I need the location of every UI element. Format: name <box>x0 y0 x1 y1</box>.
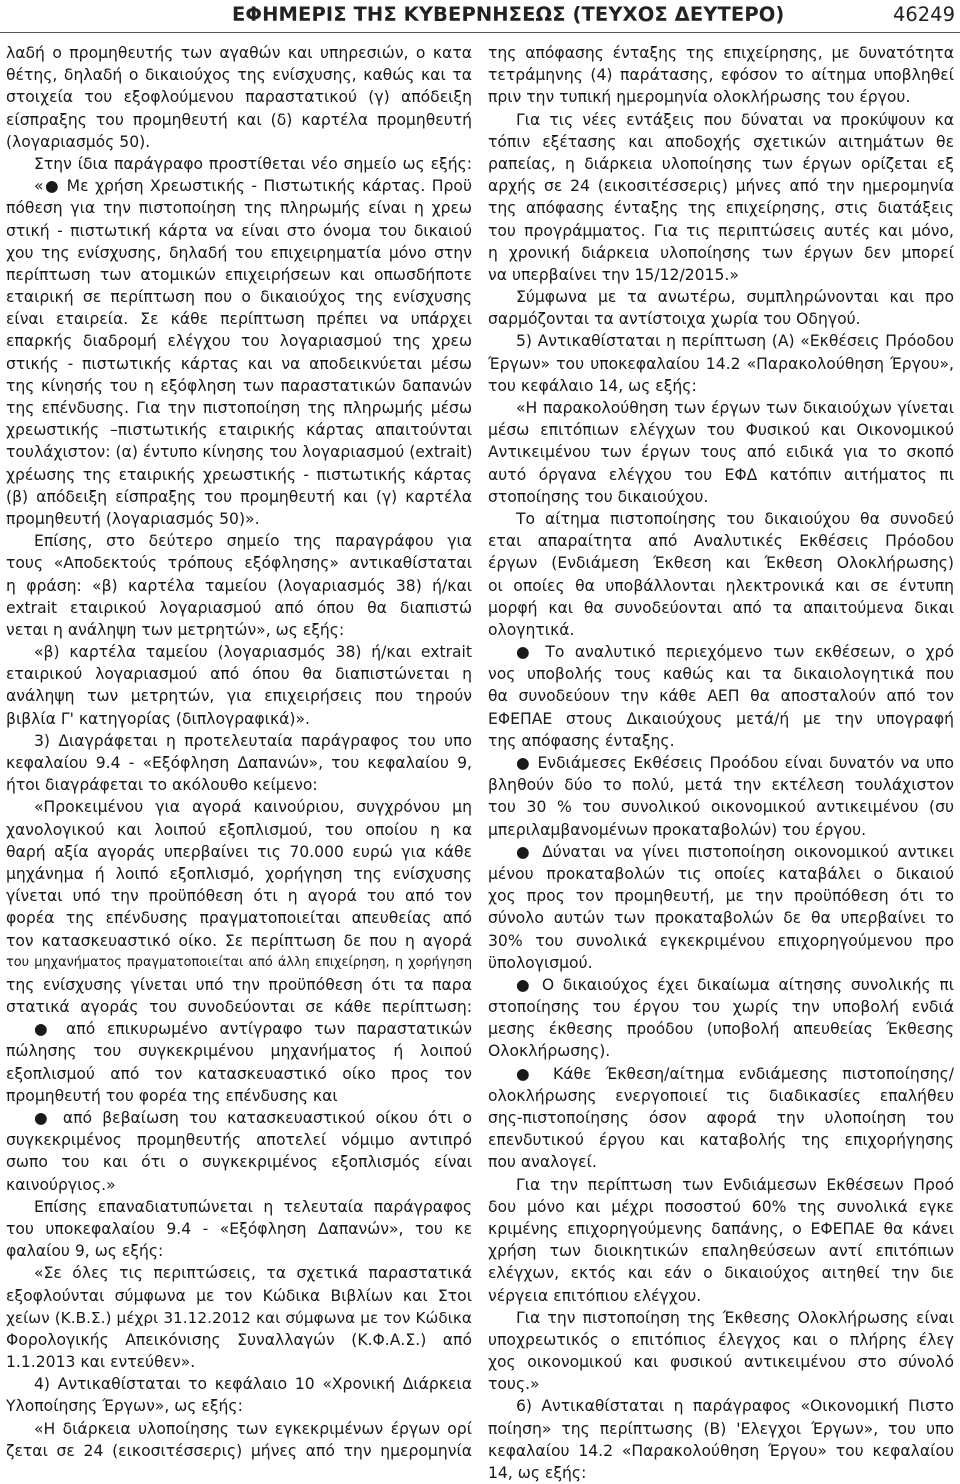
text-line: τους «Αποδεκτούς τρόπους εξόφλησης» αντικαθίσταται <box>6 554 472 573</box>
text-line: στοιχεία του εξοφλούμενου παραστατικού (γ) απόδειξη <box>6 88 472 107</box>
text-line: επαρκής διαδρομή ελέγχου του λογαριασμού της χρεω <box>6 332 472 351</box>
text-line: ϋπολογισμού. <box>488 953 593 972</box>
text-line: στοποίησης του δικαιούχου. <box>488 487 709 506</box>
text-line: κεφαλαίου 14.2 «Παρακολούθηση Έργου» του κεφαλαίου <box>488 1441 954 1460</box>
text-line: μπεριλαμβανομένων προκαταβολών) του έργου. <box>488 820 867 839</box>
text-line: χρεωστικής –πιστωτικής εταιρικής κάρτας απαιτούνται <box>6 421 472 440</box>
text-line: θέτης, δηλαδή ο δικαιούχος της ενίσχυσης, καθώς και τα <box>6 66 472 85</box>
text-line: τόπιν εξέτασης και αποδοχής σχετικών αιτημάτων θε <box>488 132 954 151</box>
text-line: φορέα της επένδυσης πραγματοποιείται απευθείας από <box>6 909 472 928</box>
text-line: μεσης έκθεσης προόδου (υποβολή απευθείας Έκθεσης <box>488 1020 954 1039</box>
text-line: τετράμηνης (4) παράτασης, εφόσον το αίτημα υποβληθεί <box>488 66 954 85</box>
text-line: βληθούν δύο το πολύ, μετά την εκτέλεση τουλάχιστον <box>488 776 954 795</box>
text-line: Επίσης, στο δεύτερο σημείο της παραγράφου για <box>34 532 472 551</box>
text-line: ήτοι διαγράφεται το ακόλουθο κείμενο: <box>6 776 318 795</box>
text-line: ΕΦΕΠΑΕ στους Δικαιούχους μετά/ή με την υπογραφή <box>488 709 954 728</box>
text-line: Επίσης επαναδιατυπώνεται η τελευταία παράγραφος <box>34 1197 472 1216</box>
text-line: μορφή και θα συνοδεύονται από τα απαιτούμενα δικαι <box>488 598 954 617</box>
header-rule <box>0 32 960 33</box>
text-line: «● Με χρήση Χρεωστικής - Πιστωτικής κάρτας. Προϋ <box>34 177 472 196</box>
text-line: στατικά αγοράς του συνοδεύονται σε κάθε περίπτωση: <box>6 998 472 1017</box>
text-line: Για την πιστοποίηση της Έκθεσης Ολοκλήρωσης είναι <box>516 1308 954 1327</box>
text-line: σύνολο αυτών των προκαταβολών δε θα υπερβαίνει το <box>488 909 954 928</box>
text-line: Φορολογικής Απεικόνισης Συναλλαγών (Κ.Φ.Α.Σ.) από <box>6 1330 472 1349</box>
text-line: Σύμφωνα με τα ανωτέρω, συμπληρώνονται και προ <box>516 288 954 307</box>
text-line: να υπερβαίνει την 15/12/2015.» <box>488 265 739 284</box>
text-line: της ενίσχυσης γίνεται υπό την προϋπόθεση ότι τα παρα <box>6 975 472 994</box>
text-line: (λογαριασμός 50). <box>6 132 151 151</box>
text-line: ● Ενδιάμεσες Εκθέσεις Προόδου είναι δυνατόν να υπο <box>516 754 954 772</box>
text-line: εταιρικού λογαριασμού από όπου θα διαπιστώνεται η <box>6 665 472 684</box>
text-line: «Προκειμένου για αγορά καινούριου, συγχρόνου μη <box>34 798 472 817</box>
text-line: νέργεια επιτόπιου ελέγχου. <box>488 1286 702 1305</box>
text-line: χου της ενίσχυσης, δηλαδή του επιχειρηματία μόνο στην <box>6 243 472 262</box>
text-line: κεφαλαίου 9.4 - «Εξόφληση Δαπανών», του κεφαλαίου 9, <box>6 754 472 772</box>
text-line: (β) απόδειξη είσπραξης του προμηθευτή και (γ) καρτέλα <box>6 487 472 506</box>
text-line: εται απαραίτητα από Αναλυτικές Εκθέσεις Πρόοδου <box>488 532 954 551</box>
text-line: είναι εταιρεία. Σε κάθε περίπτωση πρέπει να υπάρχει <box>6 310 472 329</box>
text-line: Αντικειμένου των έργων τους από ειδικά για το σκοπό <box>488 443 954 462</box>
text-line: περίπτωση των ατομικών επιχειρήσεων και οπωσδήποτε <box>6 265 472 284</box>
text-line: είσπραξης του προμηθευτή και (δ) καρτέλα προμηθευτή <box>6 110 472 129</box>
text-line: Υλοποίησης Έργων», ως εξής: <box>6 1397 243 1416</box>
text-line: Το αίτημα πιστοποίησης του δικαιούχου θα συνοδεύ <box>516 509 954 528</box>
text-line: ● Το αναλυτικό περιεχόμενο των εκθέσεων, ο χρό <box>516 643 954 662</box>
text-line: του κεφάλαιο 14, ως εξής: <box>488 376 697 395</box>
text-line: Ολοκλήρωσης). <box>488 1042 611 1061</box>
text-line: ελέγχων, εκτός και εάν ο δικαιούχος αιτηθεί την διε <box>488 1264 954 1283</box>
text-line: ραπείας, η διάρκεια υλοποίησης των έργων ορίζεται εξ <box>488 154 954 173</box>
text-line: «Σε όλες τις περιπτώσεις, τα σχετικά παραστατικά <box>34 1264 472 1283</box>
text-line: ● Δύναται να γίνει πιστοποίηση οικονομικού αντικει <box>516 842 954 861</box>
text-line: σαρμόζονται τα αντίστοιχα χωρία του Οδηγού. <box>488 310 861 329</box>
text-line: της απόφασης ένταξης της επιχείρησης, με δυνατότητα <box>488 44 954 62</box>
text-line: εταιρική σε περίπτωση που ο δικαιούχος της ενίσχυσης <box>6 288 472 307</box>
text-line: μηχάνημα ή λοιπό εξοπλισμό, χορήγηση της ενίσχυσης <box>6 864 472 883</box>
text-line: της κίνησής του η εξόφληση των παραστατικών δαπανών <box>6 376 472 395</box>
text-line: 6) Αντικαθίσταται η παράγραφος «Οικονομική Πιστο <box>516 1397 954 1416</box>
gazette-title: ΕΦΗΜΕΡΙΣ ΤΗΣ ΚΥΒΕΡΝΗΣΕΩΣ (ΤΕΥΧΟΣ ΔΕΥΤΕΡΟ) <box>232 3 785 26</box>
text-line: εξοπλισμού από τον κατασκευαστικό οίκο προς τον <box>6 1064 472 1083</box>
text-line: 3) Διαγράφεται η προτελευταία παράγραφος του υπο <box>34 731 472 750</box>
text-line: Έργων» του υποκεφαλαίου 14.2 «Παρακολούθηση Έργου», <box>488 354 954 373</box>
text-line: συγκεκριμένος προμηθευτής αποτελεί νόμιμο αντιπρό <box>6 1131 472 1150</box>
text-line: τουλάχιστον: (α) έντυπο κίνησης του λογαριασμού (extrait) <box>6 443 472 462</box>
text-line: που αναλογεί. <box>488 1153 597 1172</box>
text-line: δου μόνο και μέχρι ποσοστού 60% της συνολικά εγκε <box>488 1197 954 1216</box>
text-line: χρέωσης της εταιρικής χρεωστικής - πιστωτικής κάρτας <box>6 465 472 484</box>
text-line: Στην ίδια παράγραφο προστίθεται νέο σημείο ως εξής: <box>34 154 472 173</box>
text-line: οι οποίες θα υποβάλλονται ηλεκτρονικά και σε έντυπη <box>488 576 954 595</box>
text-line: τον κατασκευαστικό οίκο. Σε περίπτωση δε που η αγορά <box>6 931 472 950</box>
text-line: η χρονική διάρκεια υλοποίησης των έργων δεν μπορεί <box>488 243 954 262</box>
text-line: αρχής σε 24 (εικοσιτέσσερις) μήνες από την ημερομηνία <box>488 177 954 196</box>
text-line: χος οικονομικού και φυσικού αντικειμένου στο σύνολό <box>488 1353 954 1372</box>
text-line: «Η παρακολούθηση των έργων των δικαιούχων γίνεται <box>516 399 954 417</box>
text-line: 4) Αντικαθίσταται το κεφάλαιο 10 «Χρονική Διάρκεια <box>34 1375 472 1394</box>
text-line: έργων (Ενδιάμεση Έκθεση και Έκθεση Ολοκλήρωσης) <box>488 554 954 573</box>
text-line: μέσω επιτόπιων ελέγχων του Φυσικού και Οικονομικού <box>488 421 954 440</box>
text-line: γίνεται υπό την προϋπόθεση ότι η αγορά του από τον <box>6 887 472 906</box>
text-line: λαδή ο προμηθευτής των αγαθών και υπηρεσιών, ο κατα <box>6 44 472 62</box>
text-line: υποχρεωτικός ο επιτόπιος έλεγχος και ο πλήρης έλεγ <box>488 1330 954 1349</box>
text-line: κριμένης επιχορηγούμενης δαπάνης, ο ΕΦΕΠΑΕ θα κάνει <box>488 1219 954 1238</box>
text-line: καινούργιος.» <box>6 1175 116 1194</box>
text-line: σης-πιστοποίησης όσον αφορά την υλοποίηση του <box>488 1109 954 1127</box>
text-line: «Η διάρκεια υλοποίησης των εγκεκριμένων έργων ορί <box>34 1419 472 1438</box>
text-line: χος προς τον προμηθευτή, με την προϋπόθεση ότι το <box>488 887 954 906</box>
text-line: θα συνοδεύουν την κάθε ΑΕΠ θα αποσταλούν από τον <box>488 687 954 706</box>
text-line: Για τις νέες εντάξεις που δύναται να προκύψουν κα <box>516 110 954 129</box>
text-line: ολοκλήρωσης ενεργοποιεί τις διαδικασίες επαλήθευ <box>488 1086 954 1105</box>
text-line: πριν την τυπική ημερομηνία ολοκλήρωσης του έργου. <box>488 88 911 107</box>
text-line: 5) Αντικαθίσταται η περίπτωση (Α) «Εκθέσεις Πρόοδου <box>516 332 954 351</box>
text-line: ποίηση» της περίπτωσης (Β) 'Ελεγχοι Έργων», του υπο <box>488 1419 954 1438</box>
text-line: 14, ως εξής: <box>488 1464 587 1482</box>
text-line: φαλαίου 9, ως εξής: <box>6 1242 164 1261</box>
text-line: στικής - πιστωτικής κάρτας και να αποδεικνύεται μέσω <box>6 354 472 373</box>
text-line: ολογητικά. <box>488 620 575 639</box>
text-line: 1.1.2013 και εντεύθεν». <box>6 1353 196 1372</box>
text-line: του προγράμματος. Για τις περιπτώσεις αυτές και μόνο, <box>488 221 954 240</box>
page-header <box>0 0 960 34</box>
text-line: στοποίησης του έργου του χωρίς την υποβολή ενδιά <box>488 998 954 1017</box>
text-line: της απόφασης ένταξης. <box>488 731 675 750</box>
right-column <box>488 42 954 1484</box>
text-line: της απόφασης ένταξης της επιχείρησης, στις διατάξεις <box>488 199 954 218</box>
text-line: νος υποβολής τους καθώς και τα δικαιολογητικά που <box>488 665 954 684</box>
text-line: στική - πιστωτική κάρτα να είναι στο όνομα του δικαιού <box>6 221 472 240</box>
text-line: extrait εταιρικού λογαριασμού από όπου θα διαπιστώ <box>6 598 472 617</box>
text-line: ● Ο δικαιούχος έχει δικαίωμα αίτησης συνολικής πι <box>516 975 954 994</box>
text-line: του υποκεφαλαίου 9.4 - «Εξόφληση Δαπανών», του κε <box>6 1219 472 1238</box>
text-line: Για την περίπτωση των Ενδιάμεσων Εκθέσεων Προό <box>516 1175 954 1194</box>
text-line: προμηθευτή του φορέα της επένδυσης και <box>6 1086 338 1105</box>
text-line: ● Κάθε Έκθεση/αίτημα ενδιάμεσης πιστοποίησης/ <box>516 1064 954 1083</box>
text-line: του μηχανήματος πραγματοποιείται από άλλη επιχείρηση, η χορήγηση <box>6 954 472 970</box>
text-line: ζεται σε 24 (εικοσιτέσσερις) μήνες από την ημερομηνία <box>6 1441 472 1460</box>
text-line: ανάληψη των μετρητών, για επιχειρήσεις που τηρούν <box>6 687 472 706</box>
text-line: πώλησης του συγκεκριμένου μηχανήματος ή λοιπού <box>6 1042 472 1061</box>
text-line: ● από επικυρωμένο αντίγραφο των παραστατικών <box>34 1020 472 1039</box>
text-line: προμηθευτή (λογαριασμός 50)». <box>6 509 260 528</box>
page-number: 46249 <box>892 3 955 26</box>
text-line: πόθεση για την πιστοποίηση της πληρωμής είναι η χρεω <box>6 199 472 218</box>
text-line: του 30 % του συνολικού οικονομικού αντικειμένου (συ <box>488 798 954 817</box>
text-line: «β) καρτέλα ταμείου (λογαριασμός 38) ή/και extrait <box>34 643 472 662</box>
text-line: σωπο του και ότι ο συγκεκριμένος εξοπλισμός είναι <box>6 1153 472 1172</box>
text-line: επενδυτικού έργου και καταβολής της επιχορήγησης <box>488 1131 954 1150</box>
text-line: βιβλία Γ' κατηγορίας (διπλογραφικά)». <box>6 709 311 728</box>
text-line: μένου προκαταβολών τις οποίες καταβάλει ο δικαιού <box>488 864 954 883</box>
text-line: η φράση: «β) καρτέλα ταμείου (λογαριασμός 38) ή/και <box>6 576 472 595</box>
text-line: αυτό όργανα ελέγχου του ΕΦΔ κατόπιν αιτήματος πι <box>488 465 954 484</box>
text-line: της επένδυσης. Για την πιστοποίηση της πληρωμής μέσω <box>6 399 472 417</box>
text-line: νεται η ανάληψη των μετρητών», ως εξής: <box>6 620 345 639</box>
left-column <box>6 42 472 1462</box>
text-line: θαρή αξία αγοράς υπερβαίνει τις 70.000 ευρώ για κάθε <box>6 842 472 861</box>
text-line: εξοφλούνται σύμφωνα με τον Κώδικα Βιβλίων και Στοι <box>6 1286 472 1305</box>
text-line: χείων (Κ.Β.Σ.) μέχρι 31.12.2012 και σύμφωνα με τον Κώδικα <box>6 1308 472 1327</box>
text-line: τους.» <box>488 1375 540 1394</box>
text-line: χρήση των διοικητικών επαληθεύσεων αντί επιτόπιων <box>488 1242 954 1261</box>
text-line: ● από βεβαίωση του κατασκευαστικού οίκου ότι ο <box>34 1109 472 1127</box>
text-line: χανολογικού και λοιπού εξοπλισμού, του οποίου η κα <box>6 820 472 839</box>
text-line: 30% του συνολικά εγκεκριμένου επιχορηγούμενου προ <box>488 931 954 950</box>
